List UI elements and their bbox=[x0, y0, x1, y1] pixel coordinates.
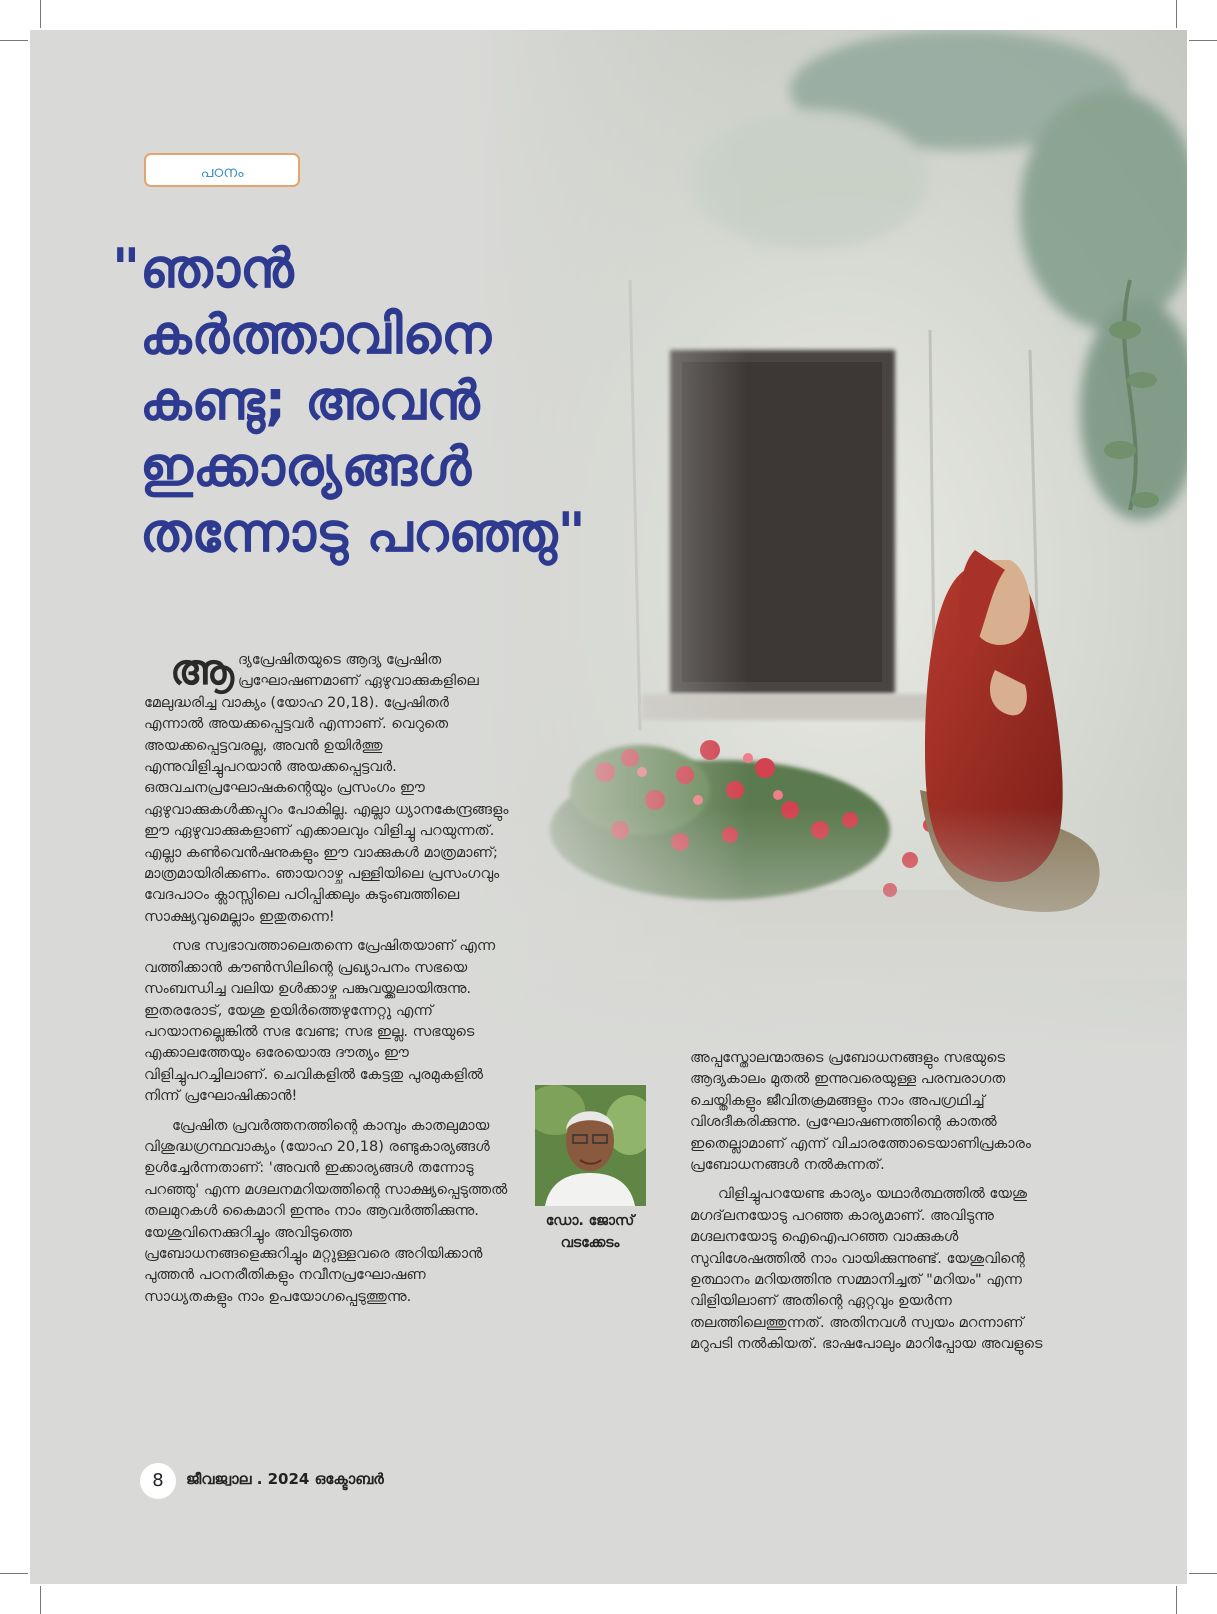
drop-cap: ആ bbox=[170, 645, 234, 694]
article-headline bbox=[112, 236, 712, 566]
paragraph-text: ദ്യപ്രേഷിതയുടെ ആദ്യ പ്രേഷിത പ്രഘോഷണമാണ് ഏഴുവാക്കുകളിലെ മേലുദ്ധരിച്ച വാക്യം (യോഹ 20,18). പ്രേഷിതർ എന്നാൽ അയക്കപ്പെട്ടവർ എന്നാണ്. വെറുതെ അയക്കപ്പെട്ടവരല്ല, അവൻ ഉയിർത്തു എന്നുവിളിച്ചുപറയാൻ അയക്കപ്പെട്ടവർ. ഒരുവചനപ്രഘോഷകന്റെയും പ്രസംഗം ഈ ഏഴുവാക്കുകൾക്കപ്പുറം പോകില്ല. എല്ലാ ധ്യാനകേന്ദ്രങ്ങളും ഈ ഏഴുവാക്കുകളാണ് എക്കാലവും വിളിച്ചു പറയുന്നത്. എല്ലാ കൺവെൻഷനുകളും ഈ വാക്കുകൾ മാത്രമാണ്; മാത്രമായിരിക്കണം. ഞായറാഴ്ച പള്ളിയിലെ പ്രസംഗവും വേദപാഠം ക്ലാസ്സിലെ പഠിപ്പിക്കലും കുടുംബത്തിലെ സാക്ഷ്യവുമെല്ലാം ഇതുതന്നെ! bbox=[144, 652, 509, 925]
author-photo bbox=[535, 1085, 646, 1206]
author-name-line: ഡോ. ജോസ് bbox=[545, 1213, 635, 1229]
article-paragraph: വിളിച്ചുപറയേണ്ട കാര്യം യഥാർത്ഥത്തിൽ യേശു മഗദ്‌ലനയോടു പറഞ്ഞ കാര്യമാണ്. അവിടുന്നു മഗ്ദലനയോടു ഐഐപറഞ്ഞ വാക്കുകൾ സുവിശേഷത്തിൽ നാം വായിക്കുന്നുണ്ട്. യേശുവിന്റെ ഉത്ഥാനം മറിയത്തിനു സമ്മാനിച്ചത് "മറിയം" എന്ന വിളിയിലാണ് അതിന്റെ ഏറ്റവും ഉയർന്ന തലത്തിലെത്തുന്നത്. അതിനവൾ സ്വയം മറന്നാണ് മറുപടി നൽകിയത്. ഭാഷപോലും മാറിപ്പോയ അവളുടെ bbox=[690, 1186, 1043, 1353]
crop-mark bbox=[1176, 1586, 1177, 1614]
crop-mark bbox=[40, 1586, 41, 1614]
headline-line: കർത്താവിനെ bbox=[140, 303, 492, 366]
crop-mark bbox=[40, 0, 41, 28]
crop-mark bbox=[1176, 0, 1177, 28]
magazine-page bbox=[30, 30, 1187, 1584]
headline-line: കണ്ടു; അവൻ bbox=[140, 369, 480, 432]
author-name bbox=[512, 1210, 668, 1254]
article-paragraph: അപ്പസ്തോലന്മാരുടെ പ്രബോധനങ്ങളും സഭയുടെ ആദ്യകാലം മുതൽ ഇന്നുവരെയുള്ള പരമ്പരാഗത ചെയ്തികളും ജീവിതക്രമങ്ങളും നാം അപഗ്രഥിച്ച് വിശദീകരിക്കുന്നു. പ്രഘോഷണത്തിന്റെ കാതൽ ഇതെല്ലാമാണ് എന്ന് വിചാരത്തോടെയാണിപ്രകാരം പ്രബോധനങ്ങൾ നൽകുന്നത്. bbox=[690, 1050, 1031, 1174]
article-paragraph: പ്രേഷിത പ്രവർത്തനത്തിന്റെ കാമ്പും കാതലുമായ വിശുദ്ധഗ്രന്ഥവാക്യം (യോഹ 20,18) രണ്ടുകാര്യങ്ങൾ ഉൾച്ചേർന്നതാണ്: 'അവൻ ഇക്കാര്യങ്ങൾ തന്നോടു പറഞ്ഞു' എന്ന മഗ്ദലനമറിയത്തിന്റെ സാക്ഷ്യപ്പെടുത്തൽ തലമുറകൾ കൈമാറി ഇന്നും നാം ആവർത്തിക്കുന്നു. യേശുവിനെക്കുറിച്ചും അവിടുത്തെ പ്രബോധനങ്ങളെക്കുറിച്ചും മറ്റുള്ളവരെ അറിയിക്കാൻ പുത്തൻ പഠനരീതികളും നവീനപ്രഘോഷണ സാധ്യതകളും നാം ഉപയോഗപ്പെടുത്തുന്നു. bbox=[144, 1117, 508, 1305]
crop-mark bbox=[1189, 1573, 1217, 1574]
author-name-line: വടക്കേടം bbox=[560, 1235, 620, 1251]
article-paragraph: സഭ സ്വഭാവത്താലെതന്നെ പ്രേഷിതയാണ് എന്ന വത്തിക്കാൻ കൗൺസിലിന്റെ പ്രഖ്യാപനം സഭയെ സംബന്ധിച്ച വലിയ ഉൾക്കാഴ്ച പങ്കുവയ്ക്കലായിരുന്നു. ഇതരരോട്, യേശു ഉയിർത്തെഴുന്നേറ്റു എന്ന് പറയാനല്ലെങ്കിൽ സഭ വേണ്ട; സഭ ഇല്ല. സഭയുടെ എക്കാലത്തേയും ഒരേയൊരു ദൗത്യം ഈ വിളിച്ചുപറച്ചിലാണ്. ചെവികളിൽ കേട്ടതു പുരമുകളിൽ നിന്ന് പ്രഘോഷിക്കാൻ! bbox=[144, 938, 496, 1105]
crop-mark bbox=[1189, 40, 1217, 41]
headline-line: "ഞാൻ bbox=[112, 237, 294, 300]
crop-mark bbox=[0, 40, 28, 41]
article-paragraph bbox=[144, 645, 510, 928]
section-label: പഠനം bbox=[144, 153, 300, 187]
article-column-right bbox=[690, 1048, 1052, 1364]
page-number: 8 bbox=[140, 1463, 176, 1499]
magazine-title: ജീവജ്വാല . 2024 ഒക്ടോബർ bbox=[186, 1470, 384, 1488]
crop-mark bbox=[0, 1573, 28, 1574]
headline-line: ഇക്കാര്യങ്ങൾ bbox=[140, 435, 472, 498]
headline-line: തന്നോടു പറഞ്ഞു" bbox=[140, 501, 586, 564]
article-column-left bbox=[144, 645, 510, 1316]
